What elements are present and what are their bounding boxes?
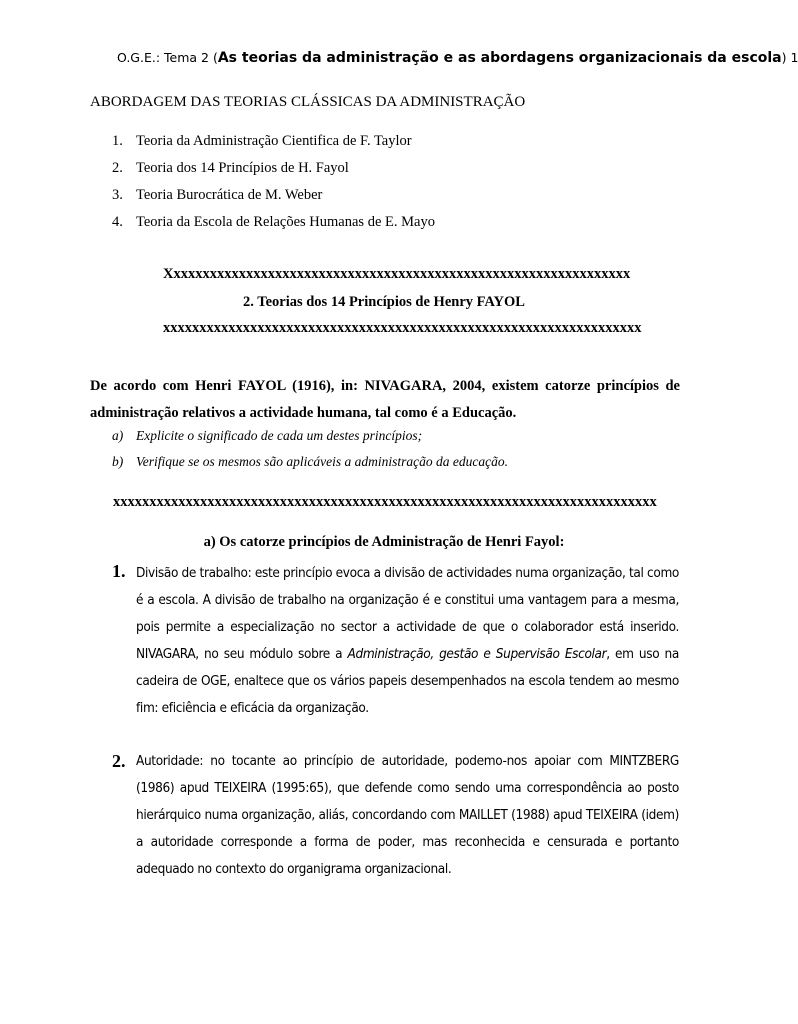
principle-emphasis: Administração, gestão e Supervisão Escolar bbox=[347, 646, 607, 662]
item-number: 4. bbox=[112, 214, 123, 230]
principles-subtitle: a) Os catorze princípios de Administração de Henri Fayol: bbox=[203, 534, 565, 550]
principle-number: 2. bbox=[112, 751, 126, 771]
list-item bbox=[112, 160, 435, 187]
list-item bbox=[112, 454, 508, 480]
theories-list bbox=[112, 133, 435, 241]
item-number: 3. bbox=[112, 187, 123, 203]
page-header bbox=[117, 50, 798, 66]
list-item bbox=[112, 187, 435, 214]
intro-paragraph: De acordo com Henri FAYOL (1916), in: NIVAGARA, 2004, existem catorze princípios de administração relativos a actividade humana, tal como é a Educação. bbox=[90, 378, 680, 421]
list-item bbox=[112, 133, 435, 160]
item-number: 2. bbox=[112, 160, 123, 176]
separator-top: Xxxxxxxxxxxxxxxxxxxxxxxxxxxxxxxxxxxxxxxxxxxxxxxxxxxxxxxxxxxxxxxx bbox=[163, 266, 631, 282]
item-text: Verifique se os mesmos são aplicáveis a administração da educação. bbox=[136, 454, 508, 469]
item-number: a) bbox=[112, 428, 124, 443]
item-label: Teoria da Administração Cientifica de F. Taylor bbox=[136, 133, 412, 149]
item-label: Teoria Burocrática de M. Weber bbox=[136, 187, 323, 203]
principle-text-part: Divisão de trabalho: este princípio evoca a divisão de actividades numa organização, tal como é a escola. A divisão de trabalho na organização é e constitui uma vantagem para a mesma, pois permite a especialização no sector a actividade de que o colaborador está inserido. NIVAGARA, no seu módulo sobre a bbox=[136, 565, 680, 662]
item-label: Teoria da Escola de Relações Humanas de E. Mayo bbox=[136, 214, 435, 230]
separator-bottom: xxxxxxxxxxxxxxxxxxxxxxxxxxxxxxxxxxxxxxxxxxxxxxxxxxxxxxxxxxxxxxxxxx bbox=[163, 320, 642, 336]
header-topic: As teorias da administração e as abordagens organizacionais da escola bbox=[217, 50, 782, 66]
section-title: 2. Teorias dos 14 Princípios de Henry FAYOL bbox=[243, 294, 525, 310]
header-prefix: O.G.E.: Tema 2 ( bbox=[117, 50, 218, 65]
list-item bbox=[112, 214, 435, 241]
header-suffix: ) 1 bbox=[781, 50, 798, 65]
questions-list bbox=[112, 428, 508, 480]
principle-number: 1. bbox=[112, 561, 126, 581]
item-label: Teoria dos 14 Princípios de H. Fayol bbox=[136, 160, 349, 176]
separator-long: xxxxxxxxxxxxxxxxxxxxxxxxxxxxxxxxxxxxxxxxxxxxxxxxxxxxxxxxxxxxxxxxxxxxxxxxxxx bbox=[113, 494, 657, 510]
principle-text-part: , em uso na cadeira de OGE, enaltece que os vários papeis desempenhados na escola tendem ao mesmo fim: eficiência e eficácia da organização. bbox=[136, 646, 679, 716]
list-item bbox=[112, 428, 508, 454]
item-number: b) bbox=[112, 454, 124, 469]
item-number: 1. bbox=[112, 133, 123, 149]
principle-text: Autoridade: no tocante ao princípio de autoridade, podemo-nos apoiar com MINTZBERG (1986) apud TEIXEIRA (1995:65), que defende como sendo uma correspondência ao posto hierárquico numa organização, aliás, concordando com MAILLET (1988) apud TEIXEIRA (idem) a autoridade corresponde a forma de poder, mas reconhecida e censurada e portanto adequado no contexto do organigrama organizacional. bbox=[136, 753, 679, 877]
principle-text bbox=[136, 560, 679, 722]
item-text: Explicite o significado de cada um destes princípios; bbox=[136, 428, 423, 443]
page-title: ABORDAGEM DAS TEORIAS CLÁSSICAS DA ADMINISTRAÇÃO bbox=[90, 94, 526, 110]
